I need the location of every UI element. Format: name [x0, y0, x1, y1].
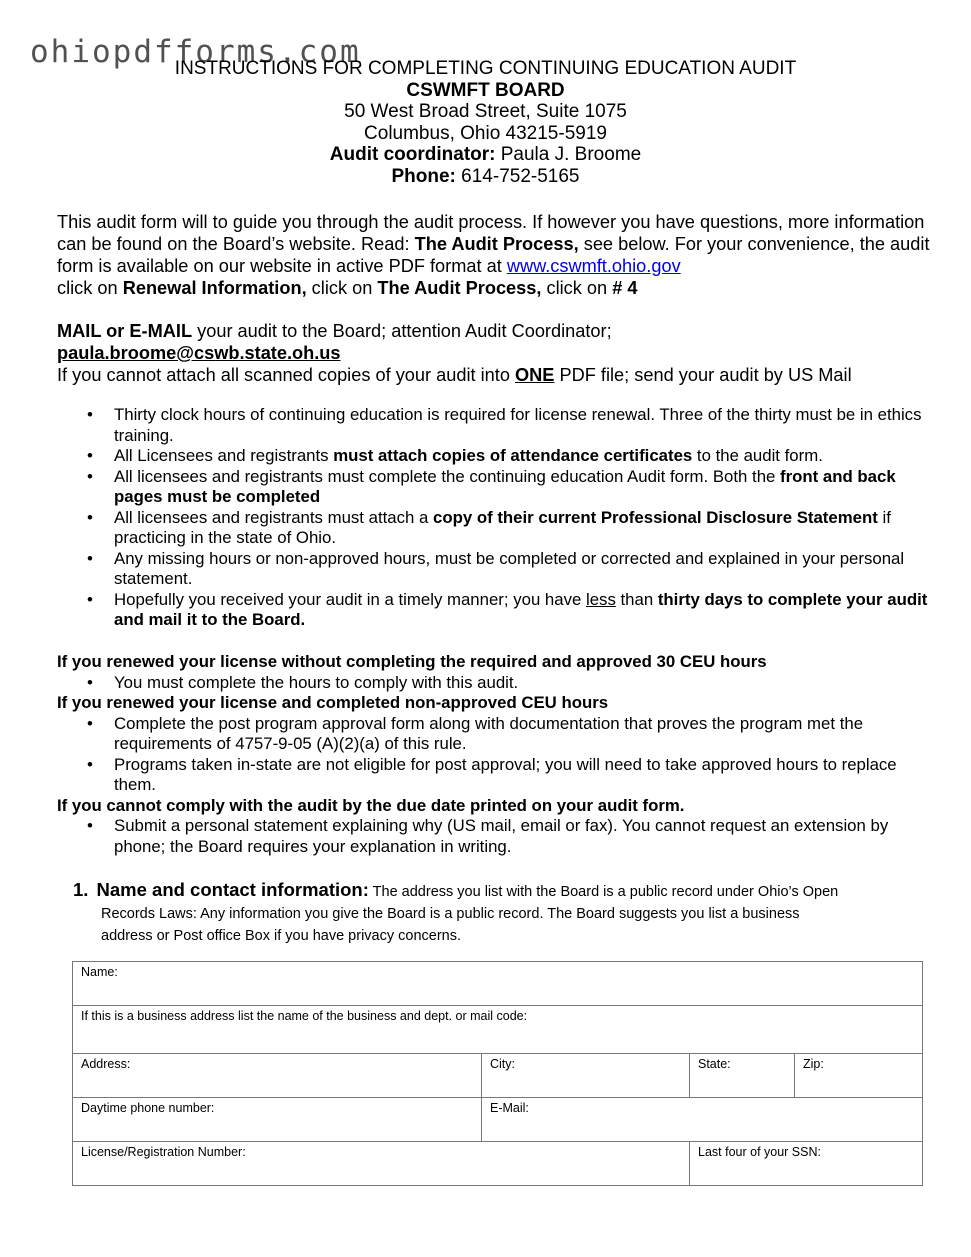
list-item: • All licensees and registrants must complete the continuing education Audit form. Both the front and back pages must be completed — [57, 467, 937, 508]
section-1-intro: 1. Name and contact information: The address you list with the Board is a public record under Ohio’s Open Records Laws: Any information you give the Board is a public record. The Board suggests you list a business address or Post office Box if you have privacy concerns. — [73, 879, 839, 944]
zip-field[interactable]: Zip: — [795, 1054, 923, 1098]
section-heading: If you renewed your license without completing the required and approved 30 CEU hours — [57, 652, 767, 671]
conditions-section — [57, 652, 937, 857]
daytime-phone-field[interactable]: Daytime phone number: — [73, 1098, 482, 1142]
street-address: 50 West Broad Street, Suite 1075 — [344, 101, 627, 122]
list-item: • Any missing hours or non-approved hours, must be completed or corrected and explained in your personal statement. — [57, 549, 937, 590]
coordinator-email-link[interactable]: paula.broome@cswb.state.oh.us — [57, 343, 341, 363]
license-number-field[interactable]: License/Registration Number: — [73, 1142, 690, 1186]
watermark: ohiopdfforms.com — [30, 34, 361, 70]
city-field[interactable]: City: — [482, 1054, 690, 1098]
document-header — [0, 58, 971, 187]
list-item: • You must complete the hours to comply with this audit. — [57, 673, 937, 694]
audit-coordinator: Audit coordinator: Paula J. Broome — [329, 144, 642, 165]
intro-paragraph: This audit form will to guide you through the audit process. If however you have questions, more information can be found on the Board’s website. Read: The Audit Process, see below. For your convenience, the audit form is available on our website in active PDF format at www.cswmft.ohio.gov click on Renewal Information, click on The Audit Process, click on # 4 — [57, 212, 930, 298]
mail-paragraph: MAIL or E-MAIL your audit to the Board; attention Audit Coordinator; paula.broome@cswb.state.oh.us If you cannot attach all scanned copies of your audit into ONE PDF file; send your audit by US Mail — [57, 321, 852, 385]
name-field[interactable]: Name: — [73, 962, 923, 1006]
list-item: • Hopefully you received your audit in a timely manner; you have less than thirty days to complete your audit and mail it to the Board. — [57, 590, 937, 631]
list-item: • Complete the post program approval form along with documentation that proves the program met the requirements of 4757-9-05 (A)(2)(a) of this rule. — [57, 714, 937, 755]
list-item: • Thirty clock hours of continuing education is required for license renewal. Three of the thirty must be in ethics training. — [57, 405, 937, 446]
section-heading: If you cannot comply with the audit by the due date printed on your audit form. — [57, 795, 685, 815]
list-item: • Programs taken in-state are not eligible for post approval; you will need to take approved hours to replace them. — [57, 755, 937, 796]
contact-form-table — [72, 961, 923, 1186]
list-item: • All licensees and registrants must attach a copy of their current Professional Disclosure Statement if practicing in the state of Ohio. — [57, 508, 937, 549]
list-item: • All Licensees and registrants must attach copies of attendance certificates to the audit form. — [57, 446, 937, 467]
business-name-field[interactable]: If this is a business address list the name of the business and dept. or mail code: — [73, 1006, 923, 1054]
address-field[interactable]: Address: — [73, 1054, 482, 1098]
website-link[interactable]: www.cswmft.ohio.gov — [506, 256, 681, 276]
state-field[interactable]: State: — [690, 1054, 795, 1098]
list-item: • Submit a personal statement explaining why (US mail, email or fax). You cannot request an extension by phone; the Board requires your explanation in writing. — [57, 816, 937, 857]
section-heading: If you renewed your license and completed non-approved CEU hours — [57, 693, 609, 712]
requirements-list — [57, 405, 937, 631]
document-title: INSTRUCTIONS FOR COMPLETING CONTINUING EDUCATION AUDIT — [174, 58, 797, 79]
city-address: Columbus, Ohio 43215-5919 — [364, 122, 607, 144]
ssn-last-four-field[interactable]: Last four of your SSN: — [690, 1142, 923, 1186]
phone: Phone: 614-752-5165 — [391, 165, 580, 187]
board-name: CSWMFT BOARD — [406, 79, 565, 101]
email-field[interactable]: E-Mail: — [482, 1098, 923, 1142]
